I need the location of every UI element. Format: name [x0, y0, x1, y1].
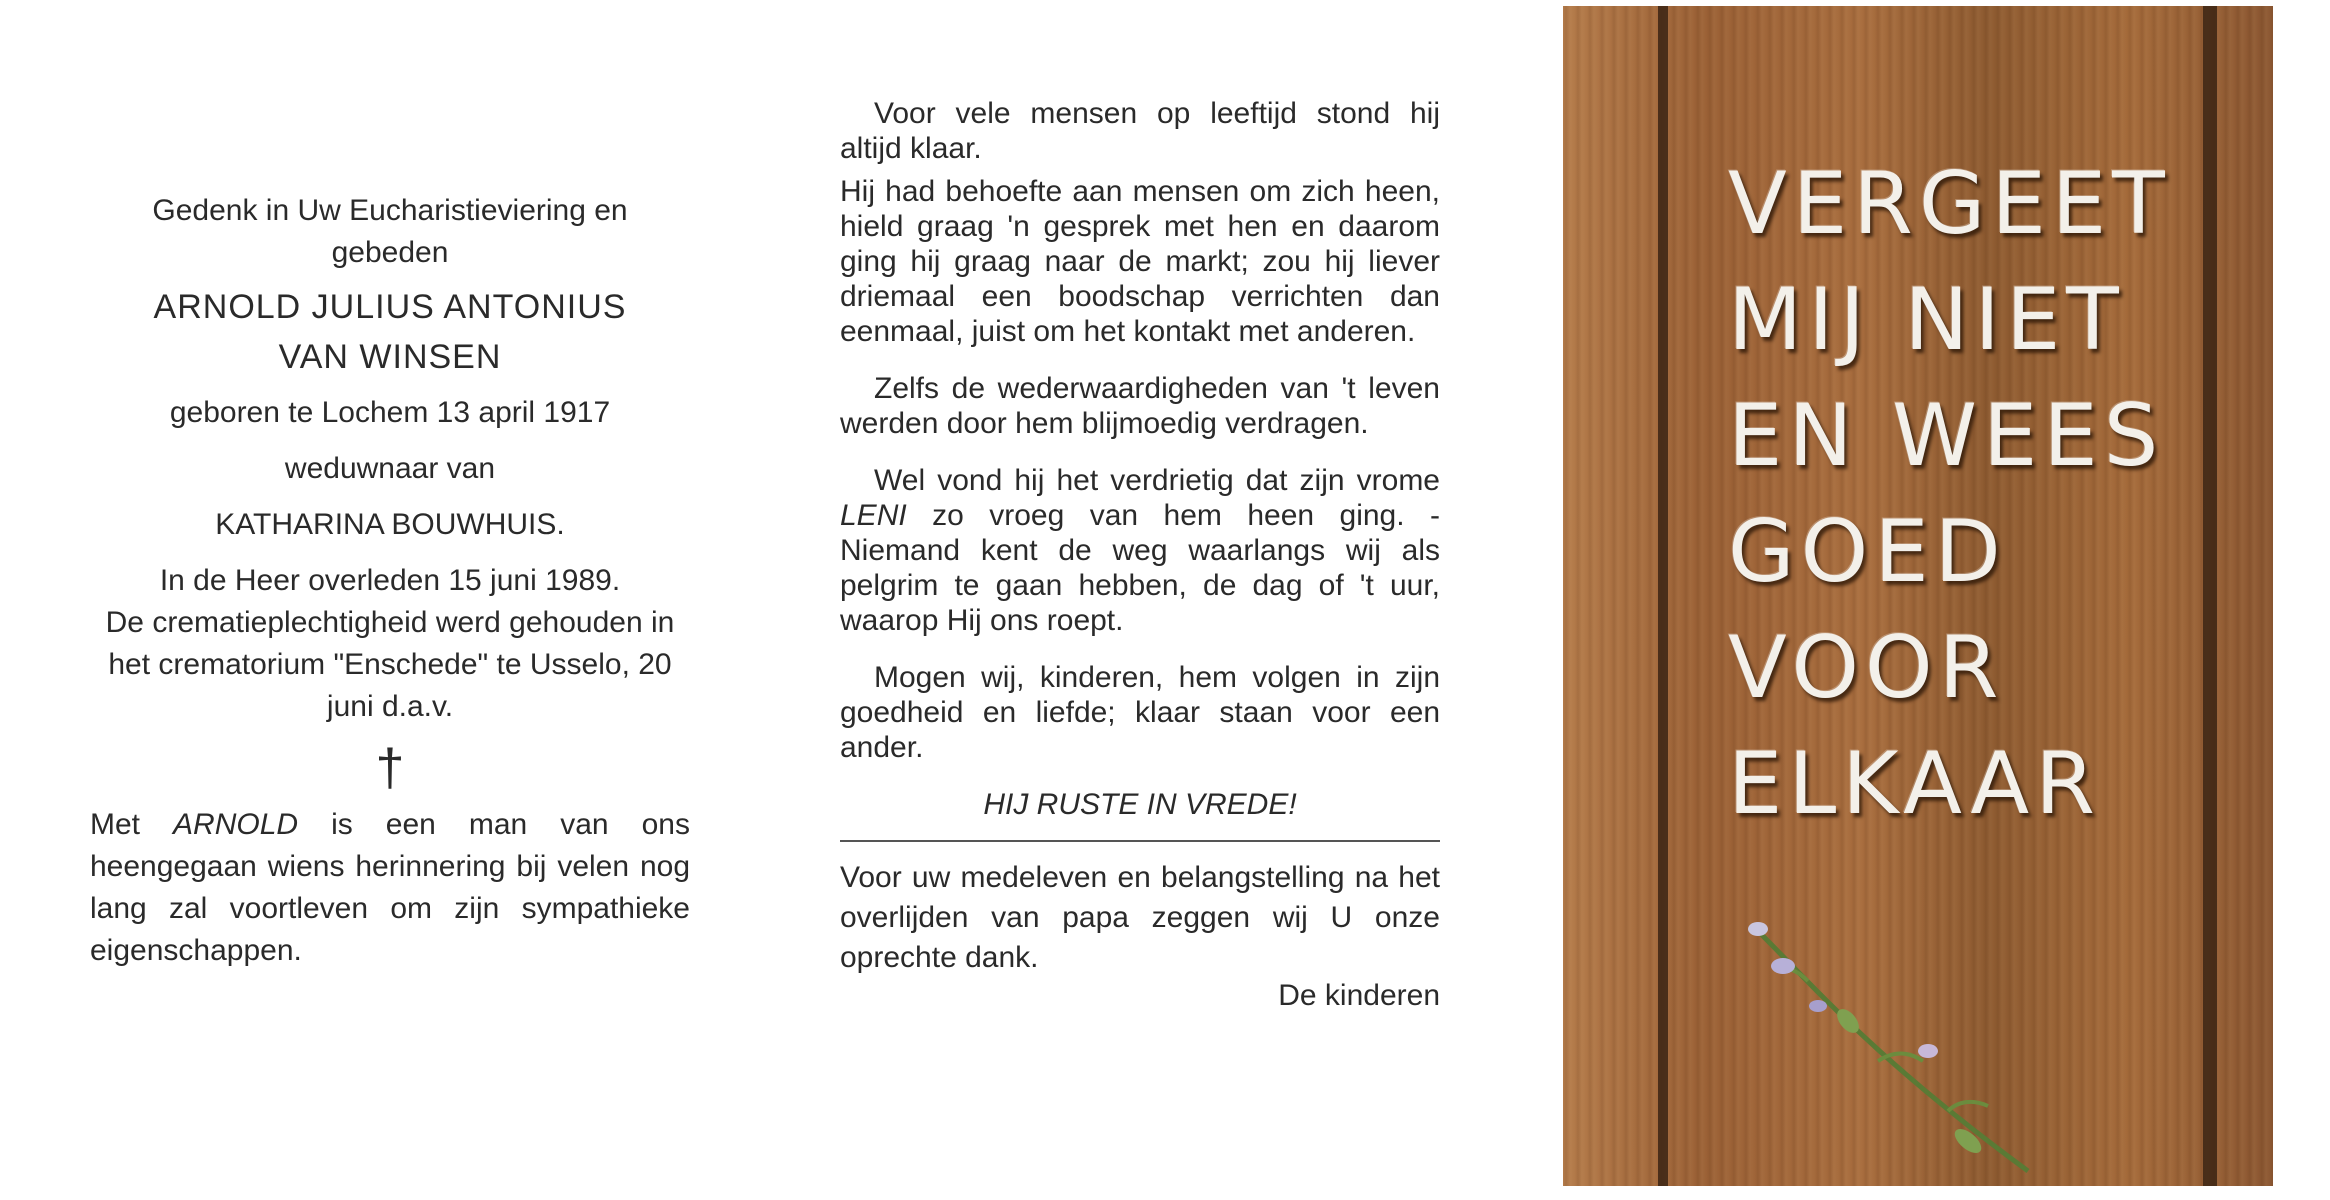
deceased-name-line1: ARNOLD JULIUS ANTONIUS — [153, 288, 627, 326]
leni-name: LENI — [840, 499, 907, 532]
slogan — [1728, 146, 2248, 842]
wooden-plank-photo — [1563, 6, 2273, 1186]
slogan-line: VOOR — [1728, 618, 2005, 718]
memory-rest: is een man van ons heengegaan wiens herinnering bij velen nog lang zal voortleven om zijn sympathieke eigenschappen. — [90, 808, 690, 967]
spouse-name: KATHARINA BOUWHUIS. — [215, 508, 565, 541]
death-text: In de Heer overleden 15 juni 1989. — [159, 564, 621, 597]
slogan-line: GOED — [1728, 502, 2007, 602]
flower-sprig-icon — [1728, 911, 2058, 1181]
divider — [840, 840, 1440, 842]
memory-name: ARNOLD — [173, 808, 299, 841]
slogan-line: MIJ NIET — [1728, 270, 2125, 370]
memorial-left-column — [90, 190, 690, 972]
paragraph-2: Hij had behoefte aan mensen om zich heen, hield graag 'n gesprek met hen en daarom ging hij graag naar de markt; zou hij liever driemaal een boodschap verrichten dan eenmaal, juist om het kontakt met anderen. — [840, 175, 1440, 348]
intro-text: Gedenk in Uw Eucharistieviering en gebeden — [152, 194, 628, 269]
memory-text — [90, 804, 690, 972]
slogan-line: VERGEET — [1728, 154, 2171, 254]
plank-seam — [1658, 6, 1668, 1186]
slogan-line: EN WEES — [1728, 386, 2165, 486]
slogan-line: ELKAAR — [1728, 734, 2101, 834]
birth-text: geboren te Lochem 13 april 1917 — [169, 396, 611, 429]
cremation-text: De crematieplechtigheid werd gehouden in het crematorium "Enschede" te Usselo, 20 juni d.a.v. — [105, 606, 675, 723]
deceased-name-line2: VAN WINSEN — [278, 338, 502, 376]
rest-in-peace: HIJ RUSTE IN VREDE! — [983, 788, 1297, 821]
signature: De kinderen — [1278, 979, 1440, 1012]
paragraph-4 — [840, 463, 1440, 638]
paragraph-3: Zelfs de wederwaardigheden van 't leven werden door hem blijmoedig verdragen. — [840, 372, 1440, 440]
memory-prefix: Met — [90, 808, 174, 841]
widower-text: weduwnaar van — [284, 452, 496, 485]
deceased-name — [90, 282, 690, 382]
paragraph-1: Voor vele mensen op leeftijd stond hij altijd klaar. — [840, 97, 1440, 165]
paragraph-5: Mogen wij, kinderen, hem volgen in zijn goedheid en liefde; klaar staan voor een ander. — [840, 661, 1440, 764]
paragraph-4-end: zo vroeg van hem heen ging. - Niemand kent de weg waarlangs wij als pelgrim te gaan hebben, de dag of 't uur, waarop Hij ons roept. — [840, 499, 1440, 637]
thanks-text: Voor uw medeleven en belangstelling na het overlijden van papa zeggen wij U onze oprechte dank. — [840, 861, 1440, 974]
paragraph-4-start: Wel vond hij het verdrietig dat zijn vrome — [874, 464, 1440, 497]
cross-icon: † — [375, 739, 405, 797]
memorial-middle-column — [840, 96, 1440, 1013]
